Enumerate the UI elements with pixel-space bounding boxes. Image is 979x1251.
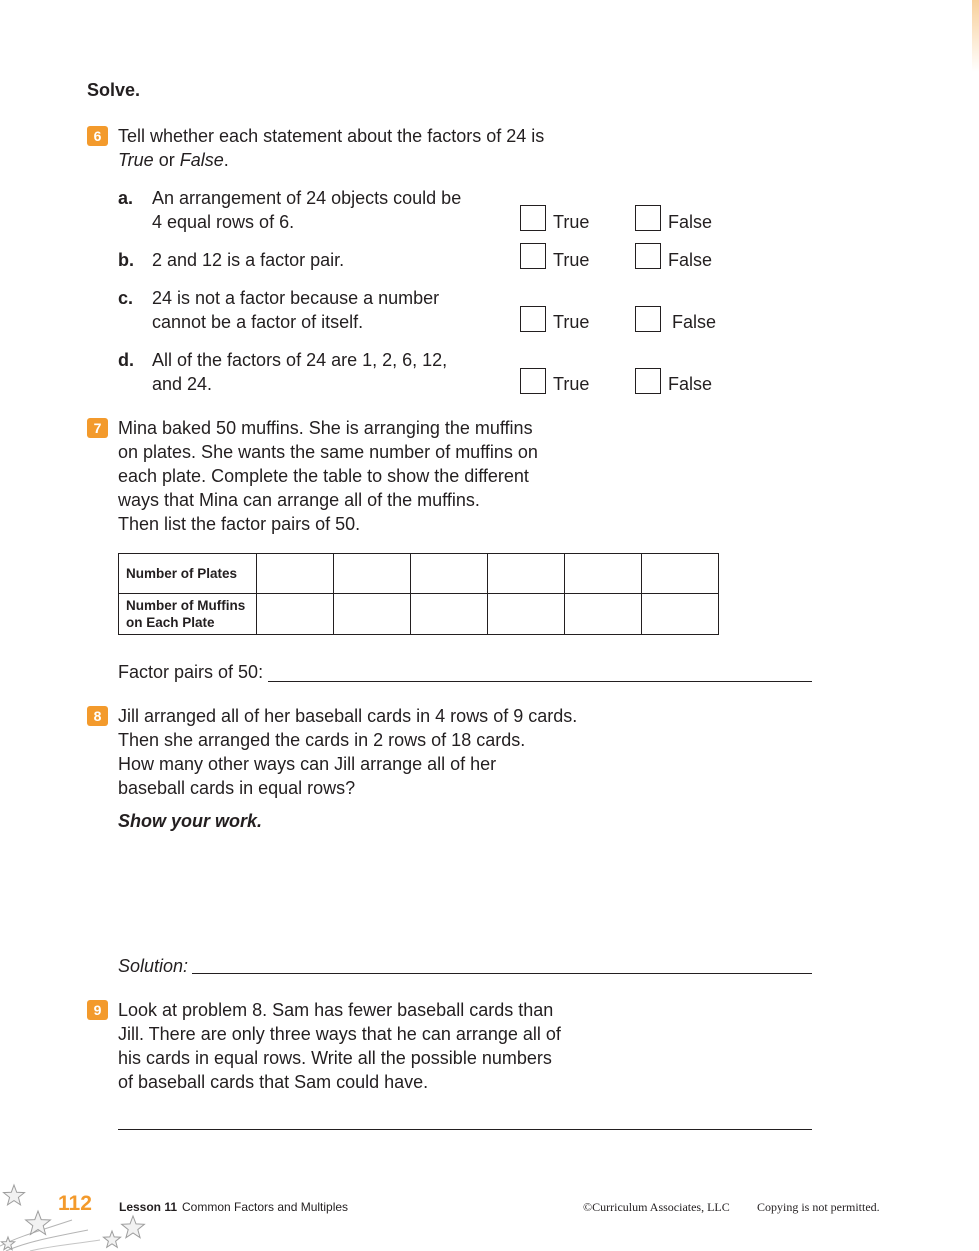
problem-9-line-4: of baseball cards that Sam could have. bbox=[118, 1072, 429, 1092]
muffins-cell-5[interactable] bbox=[565, 594, 642, 635]
item-d-line-1: All of the factors of 24 are 1, 2, 6, 12, bbox=[152, 350, 448, 370]
solution-answer-line[interactable] bbox=[192, 973, 812, 974]
plates-cell-3[interactable] bbox=[411, 554, 488, 594]
swoosh-line-icon bbox=[30, 1240, 100, 1251]
problem-7-line-1: Mina baked 50 muffins. She is arranging the muffins bbox=[118, 418, 533, 438]
item-d-true-checkbox[interactable] bbox=[520, 368, 546, 394]
item-d-true-label: True bbox=[553, 374, 590, 394]
problem-9-answer-line[interactable] bbox=[118, 1129, 812, 1130]
star-icon bbox=[4, 1185, 25, 1205]
item-d-letter: d. bbox=[118, 350, 134, 370]
problem-8-line-4: baseball cards in equal rows? bbox=[118, 778, 356, 798]
problem-7-line-4: ways that Mina can arrange all of the muffins. bbox=[118, 490, 480, 510]
table-row-muffins bbox=[119, 594, 719, 635]
item-a-false-checkbox[interactable] bbox=[635, 205, 661, 231]
page-edge-tab bbox=[972, 0, 979, 72]
item-b-false-label: False bbox=[668, 250, 713, 270]
problem-7-number-badge: 7 bbox=[87, 418, 108, 438]
problem-6-prompt-line-2 bbox=[118, 148, 544, 172]
solution-label: Solution: bbox=[118, 956, 189, 976]
item-a-false-label: False bbox=[668, 212, 713, 232]
factor-pairs-answer-line[interactable] bbox=[268, 681, 812, 682]
plates-cell-4[interactable] bbox=[488, 554, 565, 594]
item-c-false-checkbox[interactable] bbox=[635, 306, 661, 332]
muffins-header-line-1: Number of Muffins bbox=[126, 598, 246, 613]
prompt-period: . bbox=[223, 150, 229, 170]
item-c-true-label: True bbox=[553, 312, 590, 332]
problem-6-prompt bbox=[118, 124, 544, 172]
item-a-line-2: 4 equal rows of 6. bbox=[152, 212, 295, 232]
star-icon bbox=[122, 1216, 145, 1238]
muffins-cell-2[interactable] bbox=[334, 594, 411, 635]
problem-9-line-3: his cards in equal rows. Write all the possible numbers bbox=[118, 1048, 552, 1068]
item-c-false-label: False bbox=[672, 312, 717, 332]
item-a-letter: a. bbox=[118, 188, 134, 208]
factor-pairs-label: Factor pairs of 50: bbox=[118, 662, 264, 682]
problem-8-line-3: How many other ways can Jill arrange all of her bbox=[118, 754, 497, 774]
problem-8-number-badge: 8 bbox=[87, 706, 108, 726]
item-d-line-2: and 24. bbox=[152, 374, 213, 394]
item-a-true-checkbox[interactable] bbox=[520, 205, 546, 231]
muffins-cell-3[interactable] bbox=[411, 594, 488, 635]
item-b-letter: b. bbox=[118, 250, 134, 270]
problem-7-line-3: each plate. Complete the table to show the different bbox=[118, 466, 529, 486]
item-c-true-checkbox[interactable] bbox=[520, 306, 546, 332]
problem-9-line-2: Jill. There are only three ways that he can arrange all of bbox=[118, 1024, 561, 1044]
page-number: 112 bbox=[58, 1192, 92, 1215]
problem-7-line-2: on plates. She wants the same number of muffins on bbox=[118, 442, 538, 462]
star-icon bbox=[103, 1231, 120, 1247]
problem-9-prompt bbox=[118, 998, 561, 1094]
muffins-header-line-2: on Each Plate bbox=[126, 615, 215, 630]
section-heading: Solve. bbox=[87, 80, 141, 100]
problem-9-line-1: Look at problem 8. Sam has fewer baseball cards than bbox=[118, 1000, 554, 1020]
item-b-true-checkbox[interactable] bbox=[520, 243, 546, 269]
item-a-true-label: True bbox=[553, 212, 590, 232]
table-row-plates bbox=[119, 554, 719, 594]
item-c-line-1: 24 is not a factor because a number bbox=[152, 288, 440, 308]
item-b-statement: 2 and 12 is a factor pair. bbox=[152, 250, 345, 270]
problem-6-number-badge: 6 bbox=[87, 126, 108, 146]
item-c-statement bbox=[152, 286, 439, 334]
item-b-false-checkbox[interactable] bbox=[635, 243, 661, 269]
copyright-text: ©Curriculum Associates, LLC bbox=[583, 1200, 730, 1214]
muffins-cell-1[interactable] bbox=[257, 594, 334, 635]
copying-notice: Copying is not permitted. bbox=[757, 1200, 880, 1214]
item-b-true-label: True bbox=[553, 250, 590, 270]
item-d-statement bbox=[152, 348, 447, 396]
problem-8-line-2: Then she arranged the cards in 2 rows of 18 cards. bbox=[118, 730, 526, 750]
problem-9-number-badge: 9 bbox=[87, 1000, 108, 1020]
item-a-line-1: An arrangement of 24 objects could be bbox=[152, 188, 462, 208]
show-your-work-label: Show your work. bbox=[118, 811, 263, 831]
problem-7-line-5: Then list the factor pairs of 50. bbox=[118, 514, 361, 534]
muffins-cell-4[interactable] bbox=[488, 594, 565, 635]
muffins-cell-6[interactable] bbox=[642, 594, 719, 635]
false-word: False bbox=[179, 150, 224, 170]
problem-8-line-1: Jill arranged all of her baseball cards in 4 rows of 9 cards. bbox=[118, 706, 578, 726]
plates-cell-5[interactable] bbox=[565, 554, 642, 594]
table-header-muffins-per-plate bbox=[119, 594, 257, 635]
item-c-letter: c. bbox=[118, 288, 134, 308]
item-a-statement bbox=[152, 186, 461, 234]
lesson-label: Lesson 11 bbox=[119, 1200, 178, 1214]
or-word: or bbox=[158, 150, 175, 170]
muffin-table bbox=[118, 553, 719, 635]
plates-cell-2[interactable] bbox=[334, 554, 411, 594]
true-word: True bbox=[118, 150, 154, 170]
plates-cell-1[interactable] bbox=[257, 554, 334, 594]
item-d-false-label: False bbox=[668, 374, 713, 394]
problem-6-prompt-line-1: Tell whether each statement about the factors of 24 is bbox=[118, 126, 545, 146]
table-header-number-of-plates: Number of Plates bbox=[119, 554, 257, 594]
lesson-title: Common Factors and Multiples bbox=[182, 1200, 349, 1214]
item-d-false-checkbox[interactable] bbox=[635, 368, 661, 394]
plates-cell-6[interactable] bbox=[642, 554, 719, 594]
item-c-line-2: cannot be a factor of itself. bbox=[152, 312, 364, 332]
problem-8-prompt bbox=[118, 704, 577, 800]
problem-7-prompt bbox=[118, 416, 538, 536]
